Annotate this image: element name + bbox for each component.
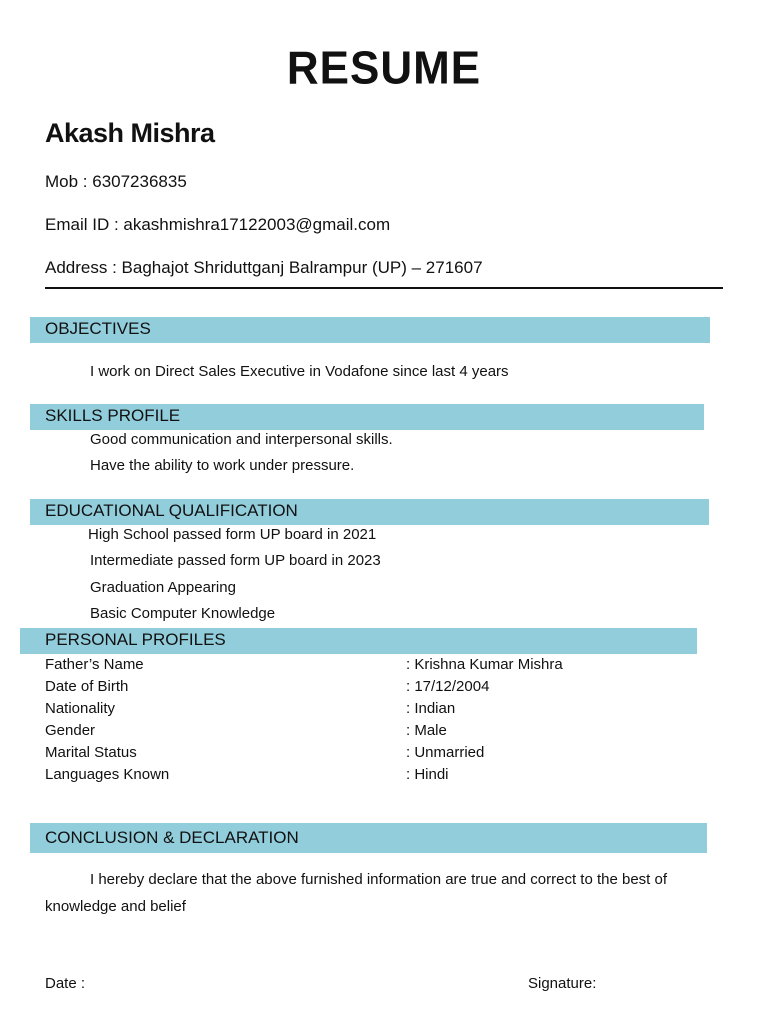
personal-section-header [20, 628, 697, 654]
personal-label: Languages Known [45, 766, 170, 783]
personal-value: : Krishna Kumar Mishra [406, 656, 563, 673]
personal-value: : 17/12/2004 [406, 678, 490, 695]
date-label: Date : [45, 975, 86, 992]
resume-title: RESUME [286, 42, 482, 95]
personal-value: : Unmarried [406, 744, 485, 761]
personal-value: : Indian [406, 700, 456, 717]
email-line: Email ID : akashmishra17122003@gmail.com [45, 215, 391, 234]
header-divider [45, 287, 723, 289]
personal-value: : Male [406, 722, 447, 739]
signature-label: Signature: [528, 975, 597, 992]
candidate-name: Akash Mishra [45, 118, 215, 148]
conclusion-section-header [30, 823, 707, 853]
declaration-line-1: I hereby declare that the above furnished information are true and correct to the best of [90, 871, 668, 888]
personal-label: Gender [45, 722, 96, 739]
objectives-text: I work on Direct Sales Executive in Vodafone since last 4 years [90, 363, 509, 380]
education-item: Basic Computer Knowledge [90, 605, 276, 622]
education-item: Intermediate passed form UP board in 2023 [90, 552, 381, 569]
personal-label: Marital Status [45, 744, 137, 761]
education-item: High School passed form UP board in 2021 [88, 526, 377, 543]
address-line: Address : Baghajot Shriduttganj Balrampur (UP) – 271607 [45, 258, 483, 277]
objectives-section-header [30, 317, 710, 343]
mobile-line: Mob : 6307236835 [45, 172, 187, 191]
skill-item: Have the ability to work under pressure. [90, 457, 355, 474]
personal-label: Date of Birth [45, 678, 129, 695]
declaration-line-2: knowledge and belief [45, 898, 186, 915]
personal-label: Nationality [45, 700, 116, 717]
education-section-header [30, 499, 709, 525]
skills-heading: SKILLS PROFILE [45, 406, 181, 425]
personal-value: : Hindi [406, 766, 449, 783]
skill-item: Good communication and interpersonal skills. [90, 431, 393, 448]
education-item: Graduation Appearing [90, 579, 236, 596]
education-heading: EDUCATIONAL QUALIFICATION [45, 501, 298, 520]
skills-section-header [30, 404, 704, 430]
personal-label: Father’s Name [45, 656, 144, 673]
personal-heading: PERSONAL PROFILES [45, 630, 226, 649]
objectives-heading: OBJECTIVES [45, 319, 151, 338]
conclusion-heading: CONCLUSION & DECLARATION [45, 828, 299, 847]
